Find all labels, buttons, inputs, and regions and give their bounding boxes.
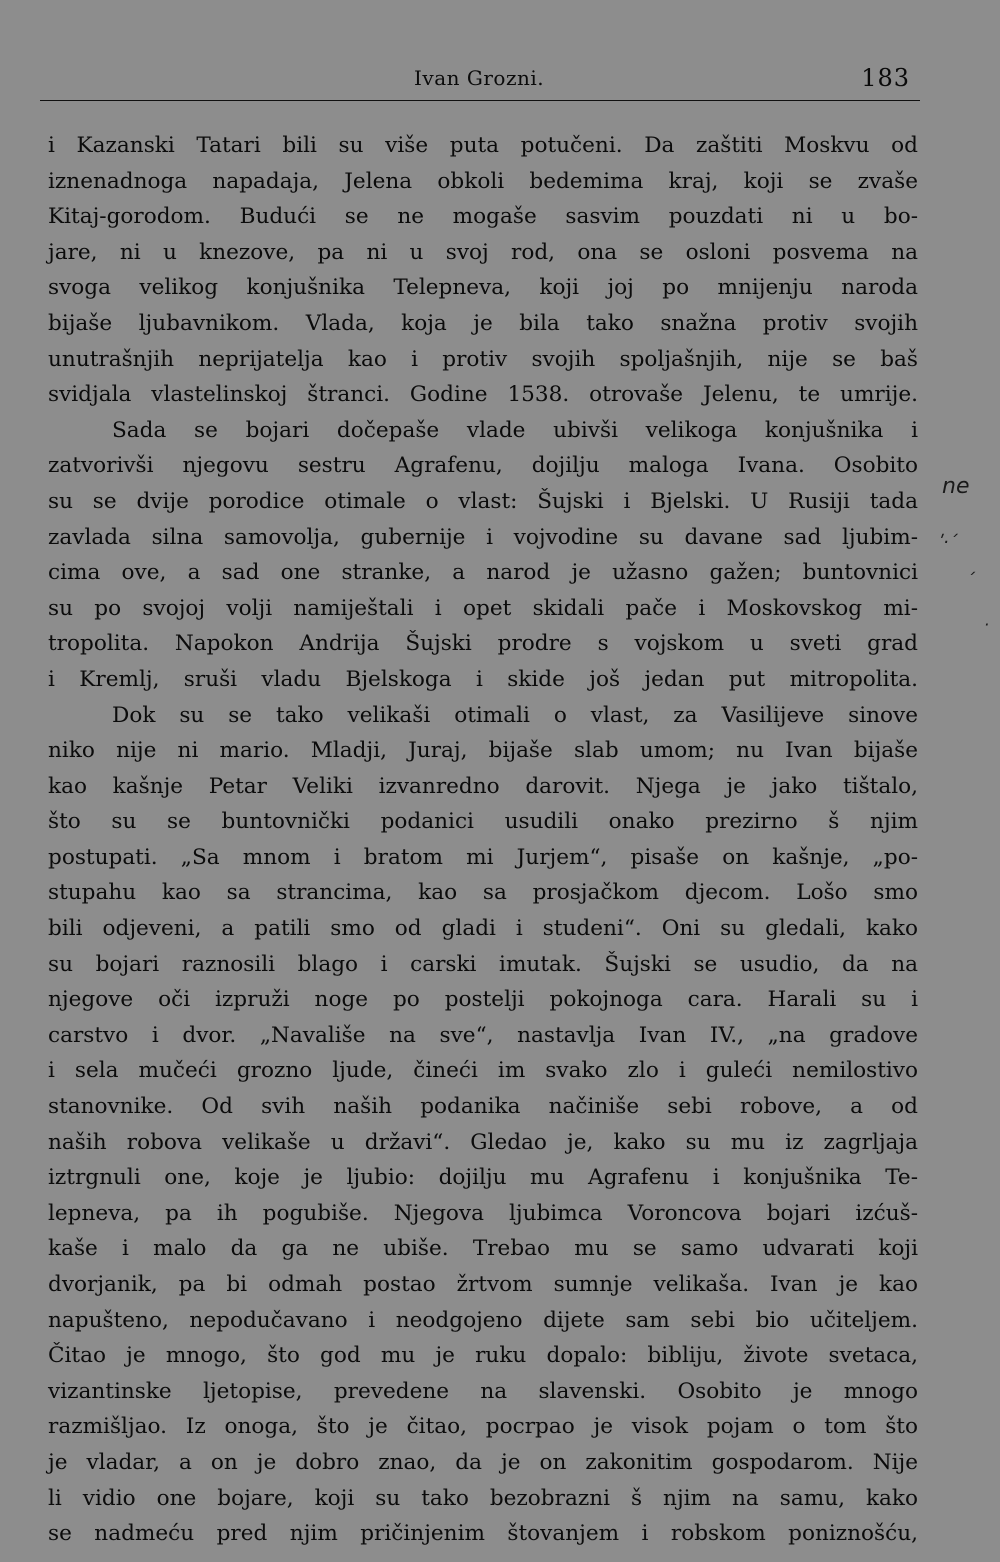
body-text <box>48 128 918 1552</box>
text-line: iztrgnuli one, koje je ljubio: dojilju mu Agrafenu i konjušnika Te- <box>48 1165 918 1191</box>
text-line: niko nije ni mario. Mladji, Juraj, bijaše slab umom; nu Ivan bijaše <box>48 738 918 764</box>
text-line: Dok su se tako velikaši otimali o vlast, za Vasilijeve sinove <box>112 702 918 728</box>
text-line: je vladar, a on je dobro znao, da je on zakonitim gospodarom. Nije <box>48 1449 918 1475</box>
header-rule <box>40 100 920 101</box>
page-header <box>40 58 920 106</box>
text-line: su se dvije porodice otimale o vlast: Šujski i Bjelski. U Rusiji tada <box>48 488 918 514</box>
text-line: tropolita. Napokon Andrija Šujski prodre s vojskom u sveti grad <box>48 631 918 657</box>
text-line: bijaše ljubavnikom. Vlada, koja je bila tako snažna protiv svojih <box>48 310 918 336</box>
text-line: dvorjanik, pa bi odmah postao žrtvom sumnje velikaša. Ivan je kao <box>48 1272 918 1297</box>
text-line: su po svojoj volji namiještali i opet skidali pače i Moskovskog mi- <box>48 595 918 621</box>
text-line: njegove oči izpruži noge po postelji pokojnoga cara. Harali su i <box>48 987 918 1013</box>
text-line: svidjala vlastelinskoj štranci. Godine 1538. otrovaše Jelenu, te umrije. <box>48 382 918 408</box>
text-line: zavlada silna samovolja, gubernije i vojvodine su davane sad ljubim- <box>48 524 918 550</box>
text-line: razmišljao. Iz onoga, što je čitao, pocrpao je visok pojam o tom što <box>48 1414 918 1440</box>
text-line: vizantinske ljetopise, prevedene na slavenski. Osobito je mnogo <box>48 1378 918 1404</box>
margin-note: ˊ <box>966 570 975 591</box>
text-line: se nadmeću pred njim pričinjenim štovanjem i robskom poniznošću, <box>48 1521 918 1547</box>
text-line: iznenadnoga napadaja, Jelena obkoli bedemima kraj, koji se zvaše <box>48 168 918 194</box>
text-line: jare, ni u knezove, pa ni u svoj rod, ona se osloni posvema na <box>48 239 918 265</box>
text-line: su bojari raznosili blago i carski imutak. Šujski se usudio, da na <box>48 951 918 977</box>
text-line: li vidio one bojare, koji su tako bezobrazni š njim na samu, kako <box>48 1485 918 1511</box>
text-line: lepneva, pa ih pogubiše. Njegova ljubimca Voroncova bojari izćuš- <box>48 1200 918 1226</box>
text-line: postupati. „Sa mnom i bratom mi Jurjem“, pisaše on kašnje, „po- <box>48 844 918 870</box>
text-line: što su se buntovnički podanici usudili onako prezirno š njim <box>48 809 918 835</box>
margin-note: ʹ·ˊ <box>938 532 958 553</box>
text-line: i Kremlj, sruši vladu Bjelskoga i skide još jedan put mitropolita. <box>48 666 918 692</box>
margin-note: · <box>984 615 990 634</box>
text-line: Kitaj-gorodom. Budući se ne mogaše sasvim pouzdati ni u bo- <box>48 204 918 230</box>
text-line: Sada se bojari dočepaše vlade ubivši velikoga konjušnika i <box>112 417 918 443</box>
text-line: Čitao je mnogo, što god mu je ruku dopalo: bibliju, živote svetaca, <box>48 1343 918 1369</box>
text-line: stupahu kao sa strancima, kao sa prosjačkom djecom. Lošo smo <box>48 880 918 906</box>
text-line: naših robova velikaše u državi“. Gledao je, kako su mu iz zagrljaja <box>48 1129 918 1155</box>
running-title: Ivan Grozni. <box>414 66 545 90</box>
text-line: unutrašnjih neprijatelja kao i protiv svojih spoljašnjih, nije se baš <box>48 346 918 372</box>
text-line: carstvo i dvor. „Navališe na sve“, nastavlja Ivan IV., „na gradove <box>48 1022 918 1048</box>
page-number: 183 <box>861 64 910 92</box>
text-line: bili odjeveni, a patili smo od gladi i studeni“. Oni su gledali, kako <box>48 916 918 942</box>
text-line: kaše i malo da ga ne ubiše. Trebao mu se samo udvarati koji <box>48 1236 918 1262</box>
text-line: stanovnike. Od svih naših podanika načiniše sebi robove, a od <box>48 1094 918 1120</box>
text-line: zatvorivši njegovu sestru Agrafenu, dojilju maloga Ivana. Osobito <box>48 453 918 479</box>
text-line: i sela mučeći grozno ljude, čineći im svako zlo i guleći nemilostivo <box>48 1058 918 1084</box>
text-line: cima ove, a sad one stranke, a narod je užasno gažen; buntovnici <box>48 560 918 586</box>
margin-note: ne <box>942 474 970 499</box>
text-line: kao kašnje Petar Veliki izvanredno darovit. Njega je jako tištalo, <box>48 773 918 799</box>
text-line: napušteno, nepodučavano i neodgojeno dijete sam sebi bio učiteljem. <box>48 1307 918 1333</box>
text-line: svoga velikog konjušnika Telepneva, koji joj po mnijenju naroda <box>48 275 918 301</box>
text-line: i Kazanski Tatari bili su više puta potučeni. Da zaštiti Moskvu od <box>48 133 918 158</box>
